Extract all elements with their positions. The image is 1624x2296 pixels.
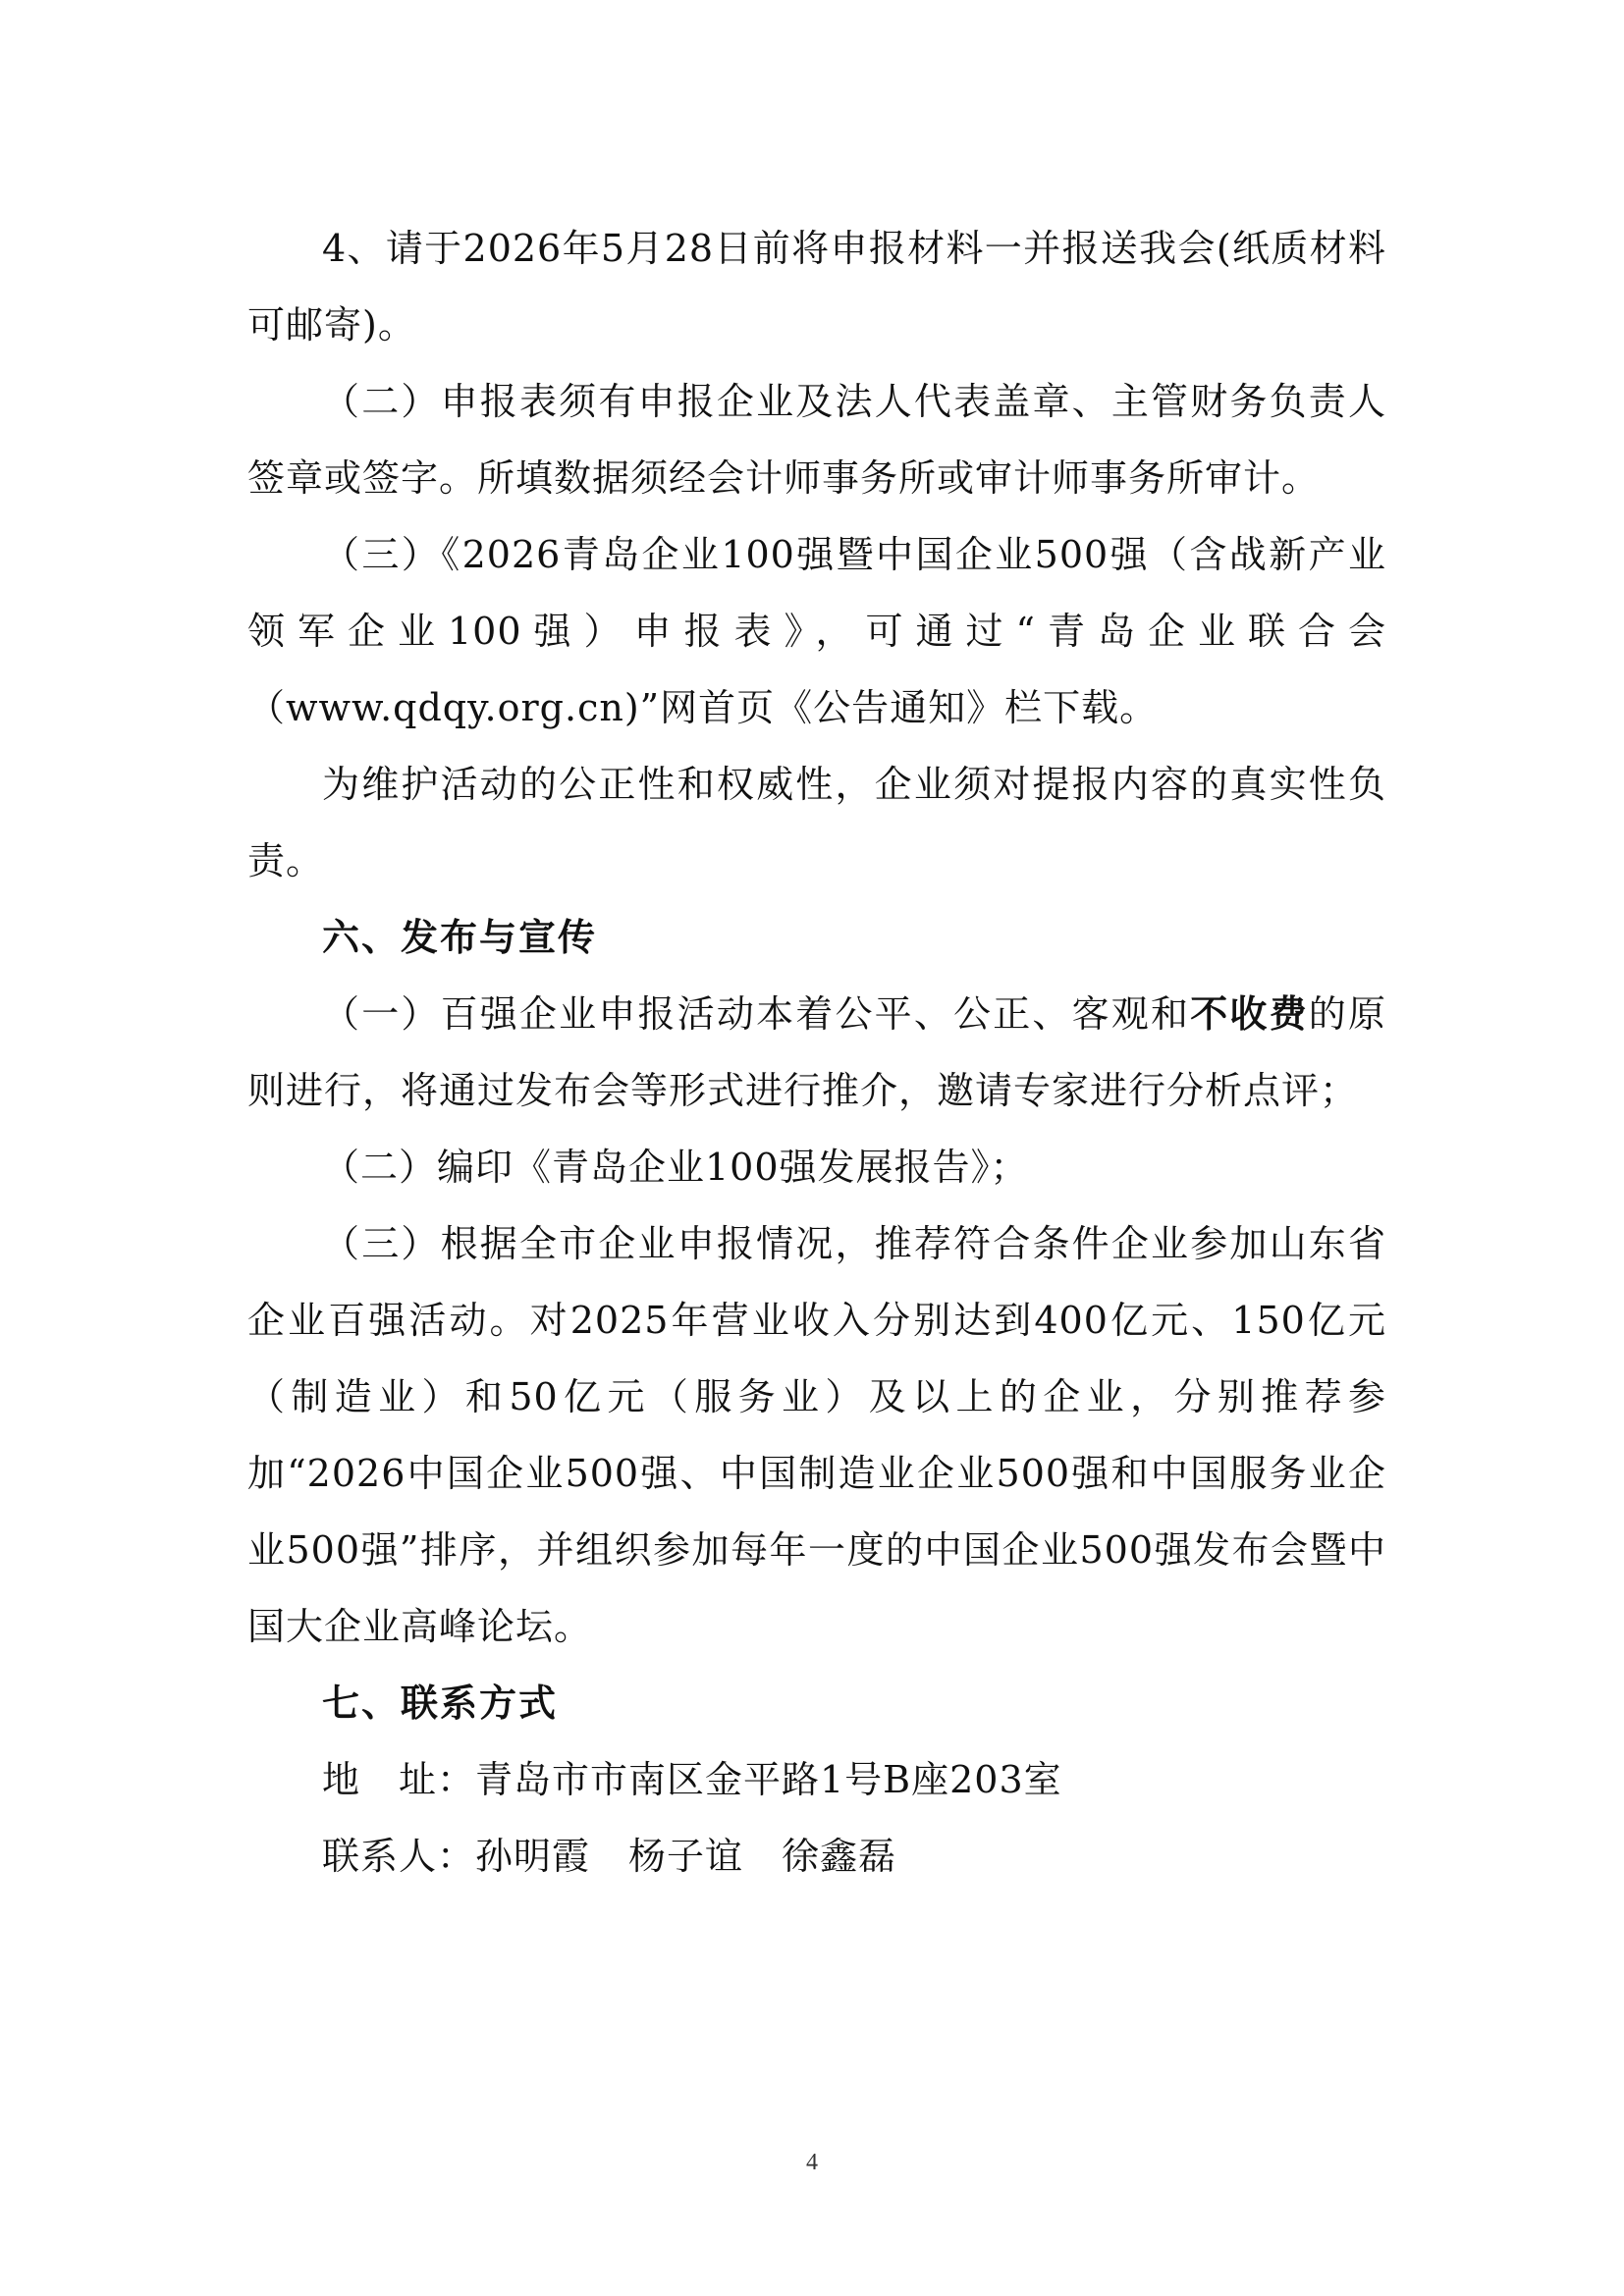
paragraph-stamp-requirement: （二）申报表须有申报企业及法人代表盖章、主管财务负责人签章或签字。所填数据须经会计师事务所或审计师事务所审计。 [247,380,1386,500]
publish-principle-text-before: （一）百强企业申报活动本着公平、公正、客观和 [322,992,1191,1036]
contact-address: 地 址：青岛市市南区金平路1号B座203室 [322,1758,1062,1801]
section-heading-publish: 六、发布与宣传 [322,916,598,959]
paragraph-publish-principle [247,976,1386,1129]
free-of-charge-emphasis: 不收费 [1190,992,1309,1036]
publish-principle-text-after: 的原则进行，将通过发布会等形式进行推介，邀请专家进行分析点评； [247,992,1386,1112]
section-heading-contact: 七、联系方式 [322,1682,559,1725]
page-number: 4 [806,2150,818,2175]
paragraph-report-printing: （二）编印《青岛企业100强发展报告》； [322,1146,1029,1189]
paragraph-recommendation: （三）根据全市企业申报情况，推荐符合条件企业参加山东省企业百强活动。对2025年营业收入分别达到400亿元、150亿元（制造业）和50亿元（服务业）及以上的企业，分别推荐参加“2026中国企业500强、中国制造业企业500强和中国服务业企业500强”排序，并组织参加每年一度的中国企业500强发布会暨中国大企业高峰论坛。 [247,1222,1386,1648]
paragraph-download-form: （三）《2026青岛企业100强暨中国企业500强（含战新产业领军企业100强）申报表》，可通过“青岛企业联合会（www.qdqy.org.cn)”网首页《公告通知》栏下载。 [247,533,1386,729]
paragraph-submission-deadline: 4、请于2026年5月28日前将申报材料一并报送我会(纸质材料可邮寄)。 [247,227,1386,347]
paragraph-authenticity: 为维护活动的公正性和权威性，企业须对提报内容的真实性负责。 [247,763,1386,882]
document-body [247,210,1386,1895]
contact-persons: 联系人：孙明霞 杨子谊 徐鑫磊 [322,1835,897,1878]
